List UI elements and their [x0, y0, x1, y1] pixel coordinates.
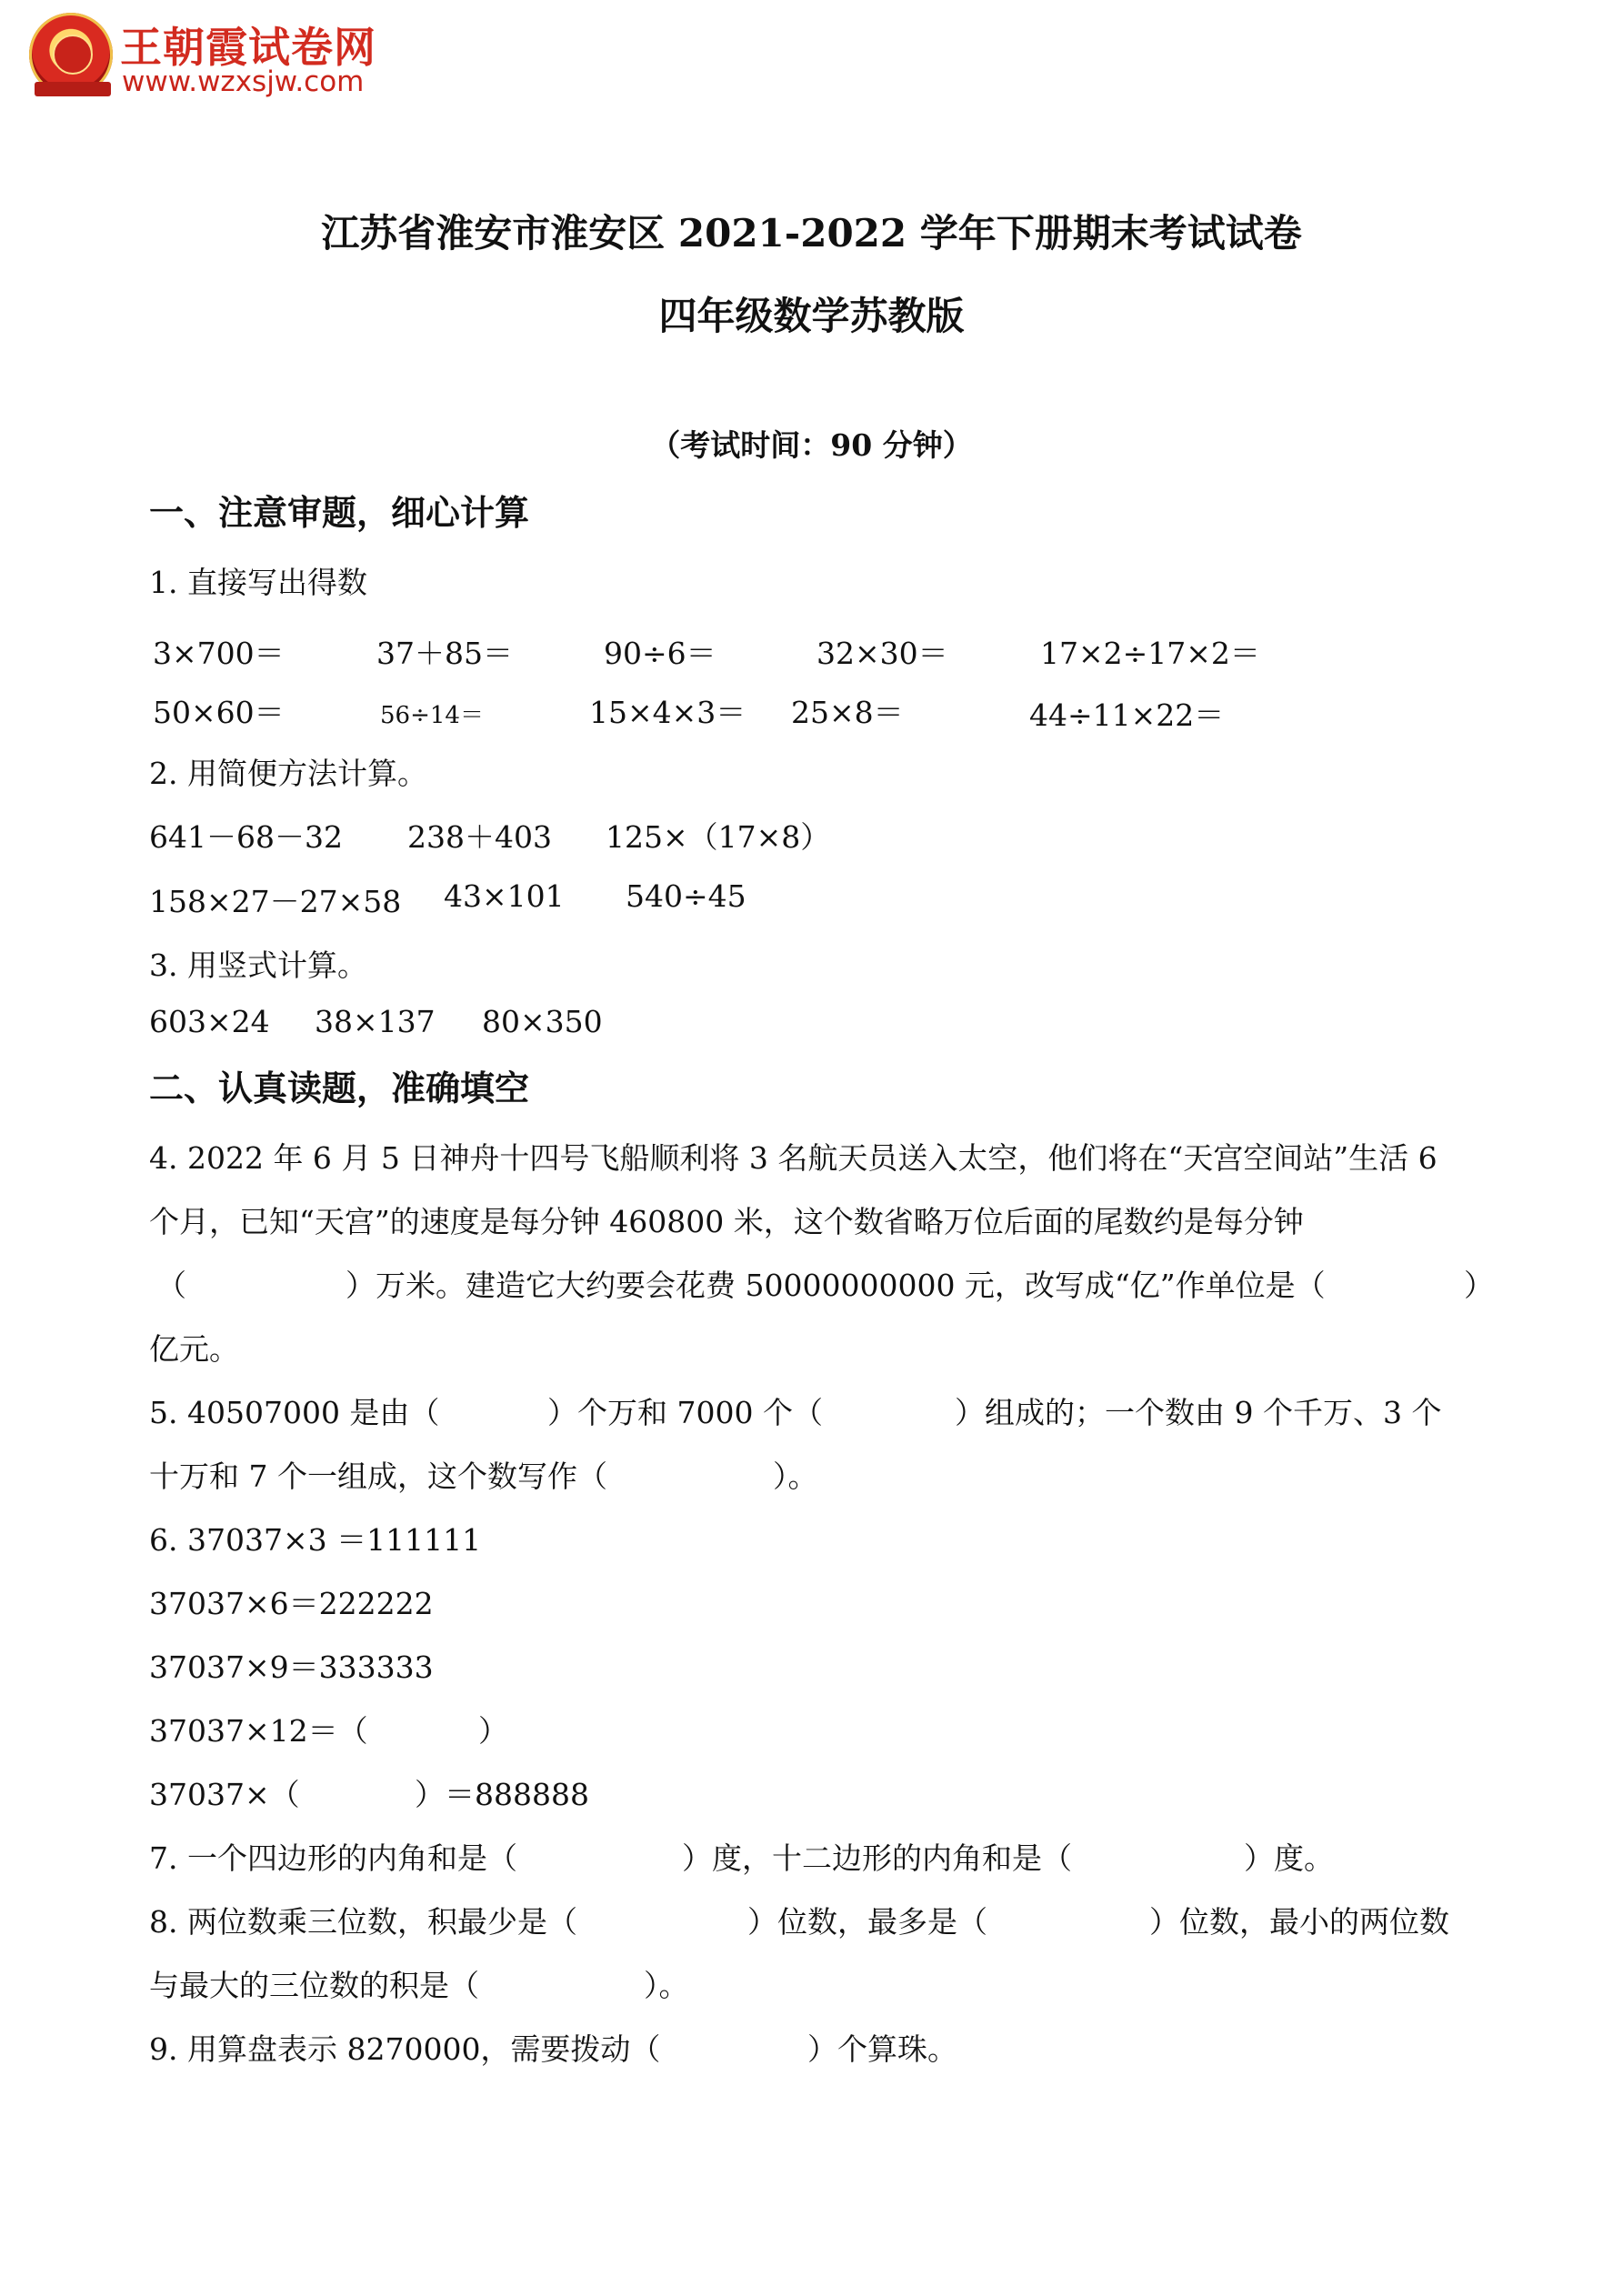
- q2-label: 2. 用简便方法计算。: [149, 756, 427, 791]
- q6-line: 37037×9＝333333: [149, 1649, 434, 1685]
- q2-item: 125×（17×8）: [606, 819, 831, 855]
- q1-label: 1. 直接写出得数: [149, 565, 367, 600]
- section-heading-2: 二、认真读题，准确填空: [149, 1068, 530, 1108]
- q6-line: ）＝888888: [415, 1777, 589, 1812]
- q1-item: 25×8＝: [791, 695, 904, 730]
- q5-part: 5. 40507000 是由（: [149, 1395, 440, 1430]
- q4-line: 4. 2022 年 6 月 5 日神舟十四号飞船顺利将 3 名航天员送入太空，他们将在“天宫空间站”生活 6: [149, 1140, 1438, 1176]
- q6-line: 6. 37037×3 ＝111111: [149, 1522, 482, 1558]
- q7-part: 7. 一个四边形的内角和是（: [149, 1840, 517, 1876]
- q4-line: 亿元。: [149, 1331, 239, 1367]
- q1-item: 32×30＝: [817, 636, 948, 671]
- q1-item: 15×4×3＝: [589, 695, 746, 730]
- section-heading-1: 一、注意审题，细心计算: [149, 492, 530, 533]
- brand-logo-ribbon: [35, 82, 111, 96]
- q8-part: ）。: [644, 1968, 689, 2003]
- q8-part: 8. 两位数乘三位数，积最少是（: [149, 1904, 577, 1940]
- exam-time: （考试时间：90 分钟）: [650, 427, 973, 463]
- q1-item: 37＋85＝: [376, 636, 513, 671]
- q8-part: 与最大的三位数的积是（: [149, 1968, 479, 2003]
- q8-part: ）位数，最多是（: [747, 1904, 987, 1940]
- document-title: 江苏省淮安市淮安区 2021-2022 学年下册期末考试试卷: [321, 211, 1302, 256]
- q1-item: 56÷14＝: [380, 702, 484, 729]
- document-subtitle: 四年级数学苏教版: [658, 294, 965, 338]
- q1-item: 44÷11×22＝: [1029, 697, 1225, 733]
- q1-item: 3×700＝: [153, 636, 285, 671]
- q3-item: 80×350: [482, 1004, 603, 1039]
- q2-item: 540÷45: [626, 878, 746, 914]
- q2-item: 158×27－27×58: [149, 884, 402, 919]
- q2-item: 641－68－32: [149, 819, 343, 855]
- q3-item: 38×137: [315, 1004, 436, 1039]
- q7-part: ）度。: [1244, 1840, 1334, 1876]
- q9-part: 9. 用算盘表示 8270000，需要拨动（: [149, 2031, 661, 2067]
- q4-blank-open: （: [156, 1268, 186, 1303]
- q1-item: 50×60＝: [153, 695, 285, 730]
- q4-blank-close: ）: [1464, 1268, 1494, 1303]
- q5-part: ）。: [773, 1459, 818, 1494]
- q5-part: ）组成的；一个数由 9 个千万、3 个: [955, 1395, 1442, 1430]
- q5-part: 十万和 7 个一组成，这个数写作（: [149, 1459, 607, 1494]
- brand-url[interactable]: www.wzxsjw.com: [122, 65, 365, 98]
- q4-line: ）万米。建造它大约要会花费 50000000000 元，改写成“亿”作单位是（: [346, 1268, 1326, 1303]
- q6-line: 37037×6＝222222: [149, 1586, 434, 1621]
- q9-part: ）个算珠。: [807, 2031, 957, 2067]
- q3-item: 603×24: [149, 1004, 270, 1039]
- q1-item: 17×2÷17×2＝: [1040, 636, 1260, 671]
- brand-name: 王朝霞试卷网: [120, 23, 376, 72]
- q2-item: 238＋403: [407, 819, 552, 855]
- q6-line: 37037×12＝（: [149, 1713, 368, 1749]
- q6-line: 37037×（: [149, 1777, 300, 1812]
- q5-part: ）个万和 7000 个（: [547, 1395, 823, 1430]
- q3-label: 3. 用竖式计算。: [149, 947, 367, 983]
- q2-item: 43×101: [444, 878, 565, 914]
- seal-center: [53, 35, 93, 75]
- q7-part: ）度，十二边形的内角和是（: [682, 1840, 1072, 1876]
- q4-line: 个月，已知“天宫”的速度是每分钟 460800 米，这个数省略万位后面的尾数约是每分钟: [149, 1204, 1304, 1239]
- q6-blank-close: ）: [478, 1713, 508, 1749]
- q8-part: ）位数，最小的两位数: [1149, 1904, 1449, 1940]
- q1-item: 90÷6＝: [604, 636, 716, 671]
